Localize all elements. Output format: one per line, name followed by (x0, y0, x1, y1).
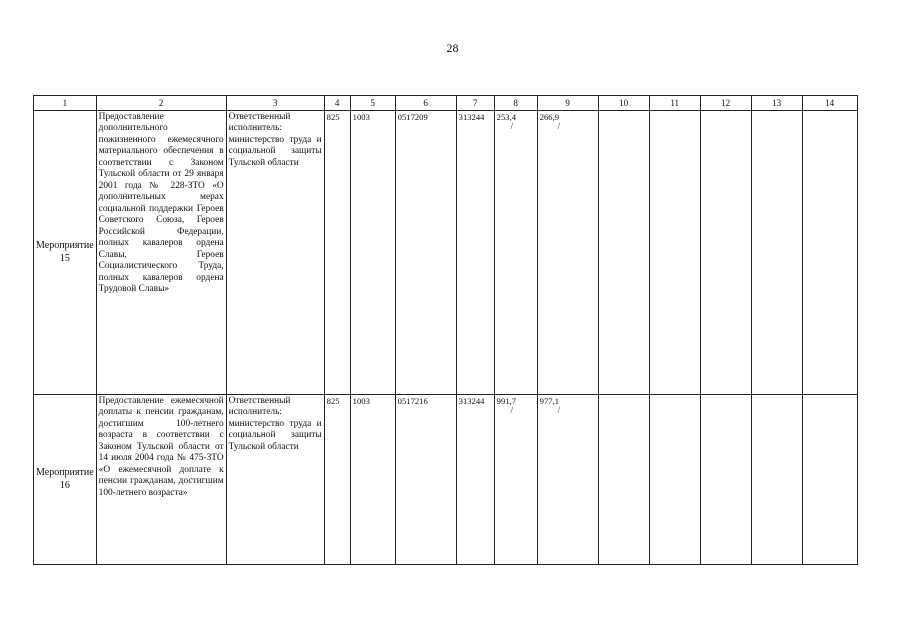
cell-c10 (598, 395, 649, 565)
check-mark: / (510, 405, 514, 416)
activity-executor: Ответственный исполнитель: министерство труда и социальной защиты Тульской области (226, 111, 324, 395)
cell-c14 (802, 395, 857, 565)
cell-c5: 1003 (350, 111, 395, 395)
cell-c6: 0517216 (395, 395, 456, 565)
header-row (34, 96, 858, 111)
column-header: 3 (226, 96, 324, 111)
table-row (34, 111, 858, 395)
cell-c9 (537, 395, 598, 565)
column-header: 11 (649, 96, 700, 111)
cell-c13 (751, 395, 802, 565)
page-number: 28 (446, 41, 459, 55)
cell-c12 (700, 111, 751, 395)
column-header: 5 (350, 96, 395, 111)
column-header: 12 (700, 96, 751, 111)
column-header: 2 (96, 96, 226, 111)
cell-c11 (649, 395, 700, 565)
cell-c11 (649, 111, 700, 395)
cell-c8 (494, 111, 537, 395)
activity-label: Мероприятие 16 (34, 395, 97, 565)
cell-c13 (751, 111, 802, 395)
column-header: 13 (751, 96, 802, 111)
activity-description: Предоставление ежемесячной доплаты к пенсии гражданам, достигшим 100-летнего возраста в соответствии с Законом Тульской области от 14 июля 2004 года № 475-ЗТО «О ежемесячной доплате к пенсии гражданам, достигшим 100-летнего возраста» (96, 395, 226, 565)
column-header: 7 (456, 96, 494, 111)
column-header: 4 (324, 96, 350, 111)
value-c8: 991,7 (496, 396, 517, 406)
program-table (33, 95, 858, 565)
activity-executor: Ответственный исполнитель: министерство труда и социальной защиты Тульской области (226, 395, 324, 565)
cell-c4: 825 (324, 395, 350, 565)
column-header: 8 (494, 96, 537, 111)
column-header: 14 (802, 96, 857, 111)
check-mark: / (510, 121, 514, 132)
cell-c5: 1003 (350, 395, 395, 565)
cell-c12 (700, 395, 751, 565)
value-c9: 977,1 (539, 396, 560, 406)
cell-c9 (537, 111, 598, 395)
column-header: 6 (395, 96, 456, 111)
cell-c6: 0517209 (395, 111, 456, 395)
check-mark: / (557, 121, 561, 132)
cell-c4: 825 (324, 111, 350, 395)
column-header: 9 (537, 96, 598, 111)
value-c8: 253,4 (496, 112, 517, 122)
cell-c8 (494, 395, 537, 565)
column-header: 1 (34, 96, 97, 111)
value-c9: 266,9 (539, 112, 560, 122)
cell-c14 (802, 111, 857, 395)
activity-label: Мероприятие 15 (34, 111, 97, 395)
column-header: 10 (598, 96, 649, 111)
cell-c7: 313244 (456, 395, 494, 565)
table-row (34, 395, 858, 565)
activity-description: Предоставление дополнительного пожизненного ежемесячного материального обеспечения в соответствии с Законом Тульской области от 29 января 2001 года № 228-ЗТО «О дополнительных мерах социальной поддержки Героев Советского Союза, Героев Российской Федерации, полных кавалеров ордена Славы, Героев Социалистического Труда, полных кавалеров ордена Трудовой Славы» (96, 111, 226, 395)
cell-c10 (598, 111, 649, 395)
check-mark: / (557, 405, 561, 416)
cell-c7: 313244 (456, 111, 494, 395)
